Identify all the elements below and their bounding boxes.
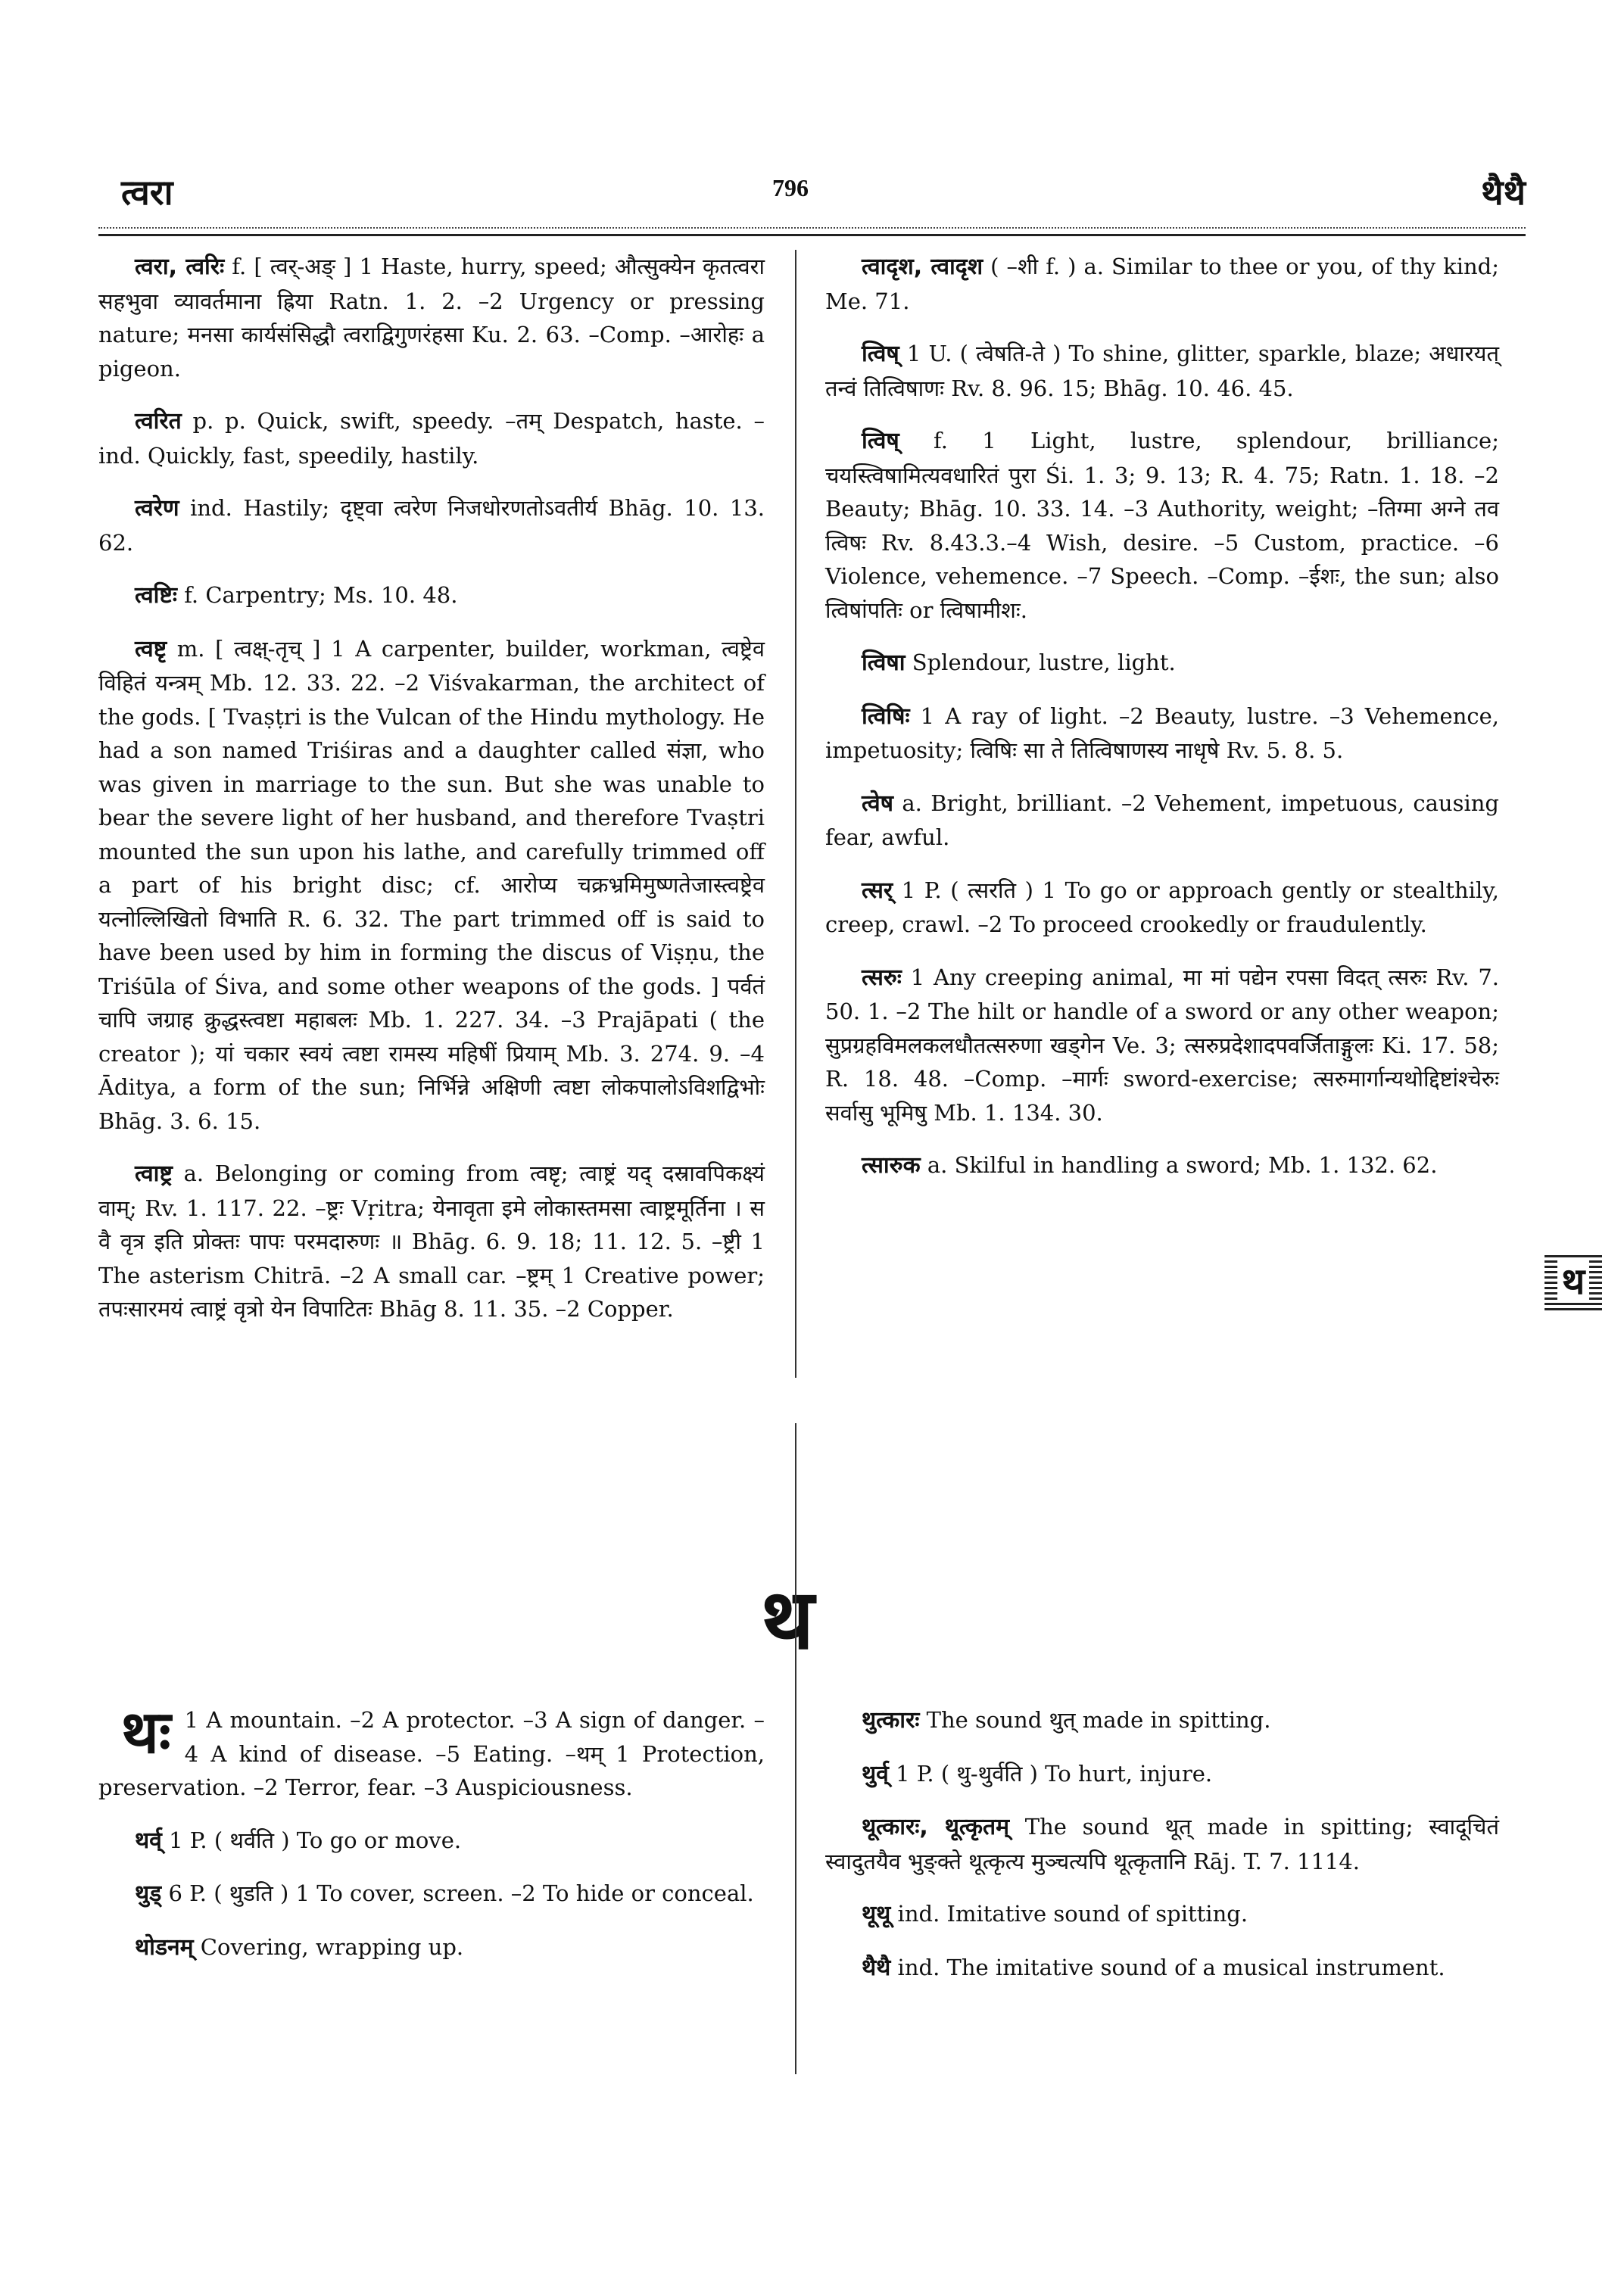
- entry-text: 1 Any creeping animal, मा मां पद्येन रपसा विदत् त्सरुः Rv. 7. 50. 1. –2 The hilt or handle of a sword or any other weapon; सुप्रग्रहविमलकलधौतत्सरुणा खड्गेन Ve. 3; त्सरुप्रदेशादपवर्जिताङ्गुलः Ki. 17. 58; R. 18. 48. –Comp. –मार्गः sword-exercise; त्सरुमार्गान्यथोद्दिष्टांश्चेरुः सर्वासु भूमिषु Mb. 1. 134. 30.: [825, 964, 1499, 1126]
- dictionary-entry: [98, 1877, 765, 1911]
- dictionary-entry: [825, 646, 1499, 681]
- entry-text: ind. The imitative sound of a musical instrument.: [890, 1954, 1445, 1980]
- entry-text: f. Carpentry; Ms. 10. 48.: [176, 582, 458, 608]
- entry-text: 1 P. ( थु-थुर्वति ) To hurt, injure.: [888, 1760, 1213, 1787]
- thumb-index-tab: [1545, 1253, 1602, 1310]
- entry-text: a. Bright, brilliant. –2 Vehement, impetuous, causing fear, awful.: [825, 790, 1499, 850]
- entry-text: The sound थूत् made in spitting; स्वादूचितं स्वादुतयैव भुङ्क्ते थूत्कृत्य मुञ्चत्यपि थूत्कृतानि Rāj. T. 7. 1114.: [825, 1814, 1499, 1874]
- dictionary-entry: [825, 699, 1499, 768]
- entry-headword: त्वरित: [135, 408, 182, 435]
- dictionary-entry: [825, 1757, 1499, 1792]
- running-head-left: त्वरा: [121, 172, 173, 213]
- entry-text: Covering, wrapping up.: [193, 1933, 464, 1960]
- dictionary-entry: [825, 787, 1499, 855]
- dictionary-entry: [825, 1951, 1499, 1986]
- entry-headword: थोडनम्: [135, 1933, 194, 1961]
- section-letter-heading: थ: [761, 1571, 815, 1668]
- column-bottom-right: [825, 1703, 1499, 2004]
- entry-text: The sound थुत् made in spitting.: [919, 1707, 1271, 1733]
- entry-text: p. p. Quick, swift, speedy. –तम् Despatch, haste. –ind. Quickly, fast, speedily, hastily.: [98, 408, 765, 469]
- entry-headword: त्वरा, त्वरिः: [135, 254, 225, 280]
- dictionary-entry: [98, 1930, 765, 1965]
- dictionary-entry: [825, 874, 1499, 942]
- page-number: 796: [772, 174, 809, 201]
- entry-headword: त्विषा: [862, 650, 906, 676]
- dictionary-entry: [98, 404, 765, 472]
- entry-text: ind. Imitative sound of spitting.: [890, 1901, 1248, 1927]
- column-divider-top: [795, 250, 796, 1378]
- dictionary-entry: [98, 1157, 765, 1326]
- entry-headword: थैथै: [862, 1954, 891, 1981]
- entry-text: f. [ त्वर्-अङ् ] 1 Haste, hurry, speed; औत्सुक्येन कृतत्वरा सहभुवा व्यावर्तमाना ह्रिया Ratn. 1. 2. –2 Urgency or pressing nature; मनसा कार्यसंसिद्धौ त्वराद्विगुणरंहसा Ku. 2. 63. –Comp. –आरोहः a pigeon.: [98, 254, 765, 382]
- dictionary-entry: [825, 424, 1499, 627]
- entry-headword: त्सर्: [862, 877, 893, 904]
- entry-headword: त्सरुः: [862, 964, 902, 991]
- dictionary-entry: [825, 961, 1499, 1130]
- dictionary-entry: [825, 1148, 1499, 1183]
- entry-text: ind. Hastily; दृष्ट्वा त्वरेण निजधोरणतोऽवतीर्य Bhāg. 10. 13. 62.: [98, 495, 765, 556]
- entry-text: 1 U. ( त्वेषति-ते ) To shine, glitter, sparkle, blaze; अधारयत् तन्वं तित्विषाणः Rv. 8. 96. 15; Bhāg. 10. 46. 45.: [825, 341, 1499, 401]
- dictionary-entry: [825, 1703, 1499, 1738]
- entry-text: f. 1 Light, lustre, splendour, brilliance; चयस्त्विषामित्यवधारितं पुरा Śi. 1. 3; 9. 13; R. 4. 75; Ratn. 1. 18. –2 Beauty; Bhāg. 10. 33. 14. –3 Authority, weight; –तिग्मा अग्ने तव त्विषः Rv. 8.43.3.–4 Wish, desire. –5 Custom, practice. –6 Violence, vehemence. –7 Speech. –Comp. –ईशः, the sun; also त्विषांपतिः or त्विषामीशः.: [825, 428, 1499, 623]
- entry-headword: थः: [121, 1699, 171, 1767]
- entry-text: 1 P. ( त्सरति ) 1 To go or approach gently or stealthily, creep, crawl. –2 To proceed crookedly or fraudulently.: [825, 877, 1499, 937]
- dictionary-entry: [98, 250, 765, 385]
- entry-text: 1 A mountain. –2 A protector. –3 A sign of danger. –4 A kind of disease. –5 Eating. –थम् 1 Protection, preservation. –2 Terror, fear. –3 Auspiciousness.: [98, 1707, 765, 1800]
- entry-text: 6 P. ( थुडति ) 1 To cover, screen. –2 To hide or conceal.: [161, 1880, 754, 1906]
- entry-headword: त्विष्: [862, 341, 899, 367]
- column-divider-bottom: [795, 1423, 796, 2074]
- entry-headword: त्वेष: [862, 790, 893, 817]
- thumb-index-letter: थ: [1557, 1260, 1590, 1303]
- entry-headword: थुत्कारः: [862, 1707, 920, 1734]
- entry-headword: त्वष्टिः: [135, 582, 177, 609]
- entry-text: 1 A ray of light. –2 Beauty, lustre. –3 Vehemence, impetuosity; त्विषिः सा ते तित्विषाणस्य नाधृषे Rv. 5. 8. 5.: [825, 703, 1499, 763]
- dictionary-entry: [98, 1699, 765, 1805]
- entry-headword: थुड्: [135, 1880, 162, 1907]
- dictionary-entry: [98, 491, 765, 559]
- entry-headword: त्सारुक: [862, 1152, 921, 1179]
- entry-headword: त्वाष्ट्र: [135, 1161, 173, 1187]
- column-top-right: [825, 250, 1499, 1202]
- dictionary-entry: [98, 1824, 765, 1858]
- entry-headword: त्वष्टृ: [135, 635, 167, 662]
- dictionary-entry: [98, 578, 765, 613]
- dictionary-entry: [825, 1810, 1499, 1878]
- entry-text: 1 P. ( थर्वति ) To go or move.: [161, 1827, 462, 1853]
- entry-headword: थर्व्: [135, 1827, 162, 1854]
- entry-headword: त्विष्: [862, 428, 899, 454]
- entry-text: a. Skilful in handling a sword; Mb. 1. 132. 62.: [920, 1152, 1438, 1178]
- entry-text: m. [ त्वक्ष्-तृच् ] 1 A carpenter, builder, workman, त्वष्ट्रेव विहितं यन्त्रम् Mb. 12. 33. 22. –2 Viśvakarman, the architect of the gods. [ Tvaṣṭri is the Vulcan of the Hindu mythology. He had a son named Triśiras and a daughter called संज्ञा, who was given in marriage to the sun. But she was unable to bear the severe light of her husband, and therefore Tvaṣtri mounted the sun upon his lathe, and carefully trimmed off a part of his bright disc; cf. आरोप्य चक्रभ्रमिमुष्णतेजास्त्वष्ट्रेव यत्नोल्लिखितो विभाति R. 6. 32. The part trimmed off is said to have been used by him in forming the discus of Viṣṇu, the Triśūla of Śiva, and some other weapons of the gods. ] पर्वतं चापि जग्राह क्रुद्धस्त्वष्टा महाबलः Mb. 1. 227. 34. –3 Prajāpati ( the creator ); यां चकार स्वयं त्वष्टा रामस्य महिषीं प्रियाम् Mb. 3. 274. 9. –4 Āditya, a form of the sun; निर्भिन्ने अक्षिणी त्वष्टा लोकपालोऽविशद्विभोः Bhāg. 3. 6. 15.: [98, 635, 765, 1134]
- dictionary-entry: [98, 632, 765, 1139]
- entry-headword: त्वादृश, त्वादृश: [862, 254, 983, 280]
- running-head-right: थैथै: [1481, 172, 1526, 213]
- entry-headword: त्वरेण: [135, 495, 179, 522]
- header-rule: [98, 234, 1526, 236]
- entry-text: a. Belonging or coming from त्वष्टृ; त्वाष्ट्रं यद् दस्रावपिकक्ष्यं वाम्; Rv. 1. 117. 22. –ष्ट्रः Vṛitra; येनावृता इमे लोकास्तमसा त्वाष्ट्रमूर्तिना । स वै वृत्र इति प्रोक्तः पापः परमदारुणः ॥ Bhāg. 6. 9. 18; 11. 12. 5. –ष्ट्री 1 The asterism Chitrā. –2 A small car. –ष्ट्रम् 1 Creative power; तपःसारमयं त्वाष्ट्रं वृत्रो येन विपाटितः Bhāg 8. 11. 35. –2 Copper.: [98, 1161, 765, 1322]
- entry-text: ( –शी f. ) a. Similar to thee or you, of thy kind; Me. 71.: [825, 254, 1500, 314]
- column-top-left: [98, 250, 765, 1345]
- entry-headword: थुर्व्: [862, 1760, 889, 1787]
- entry-headword: त्विषिः: [862, 703, 910, 730]
- entry-headword: थूथू: [862, 1901, 891, 1927]
- entry-text: Splendour, lustre, light.: [905, 650, 1176, 675]
- dictionary-entry: [825, 250, 1499, 318]
- dictionary-entry: [825, 337, 1499, 405]
- dictionary-entry: [825, 1897, 1499, 1932]
- header-rule-dotted: [98, 227, 1526, 229]
- column-bottom-left: [98, 1699, 765, 1983]
- entry-headword: थूत्कारः, थूत्कृतम्: [862, 1814, 1010, 1840]
